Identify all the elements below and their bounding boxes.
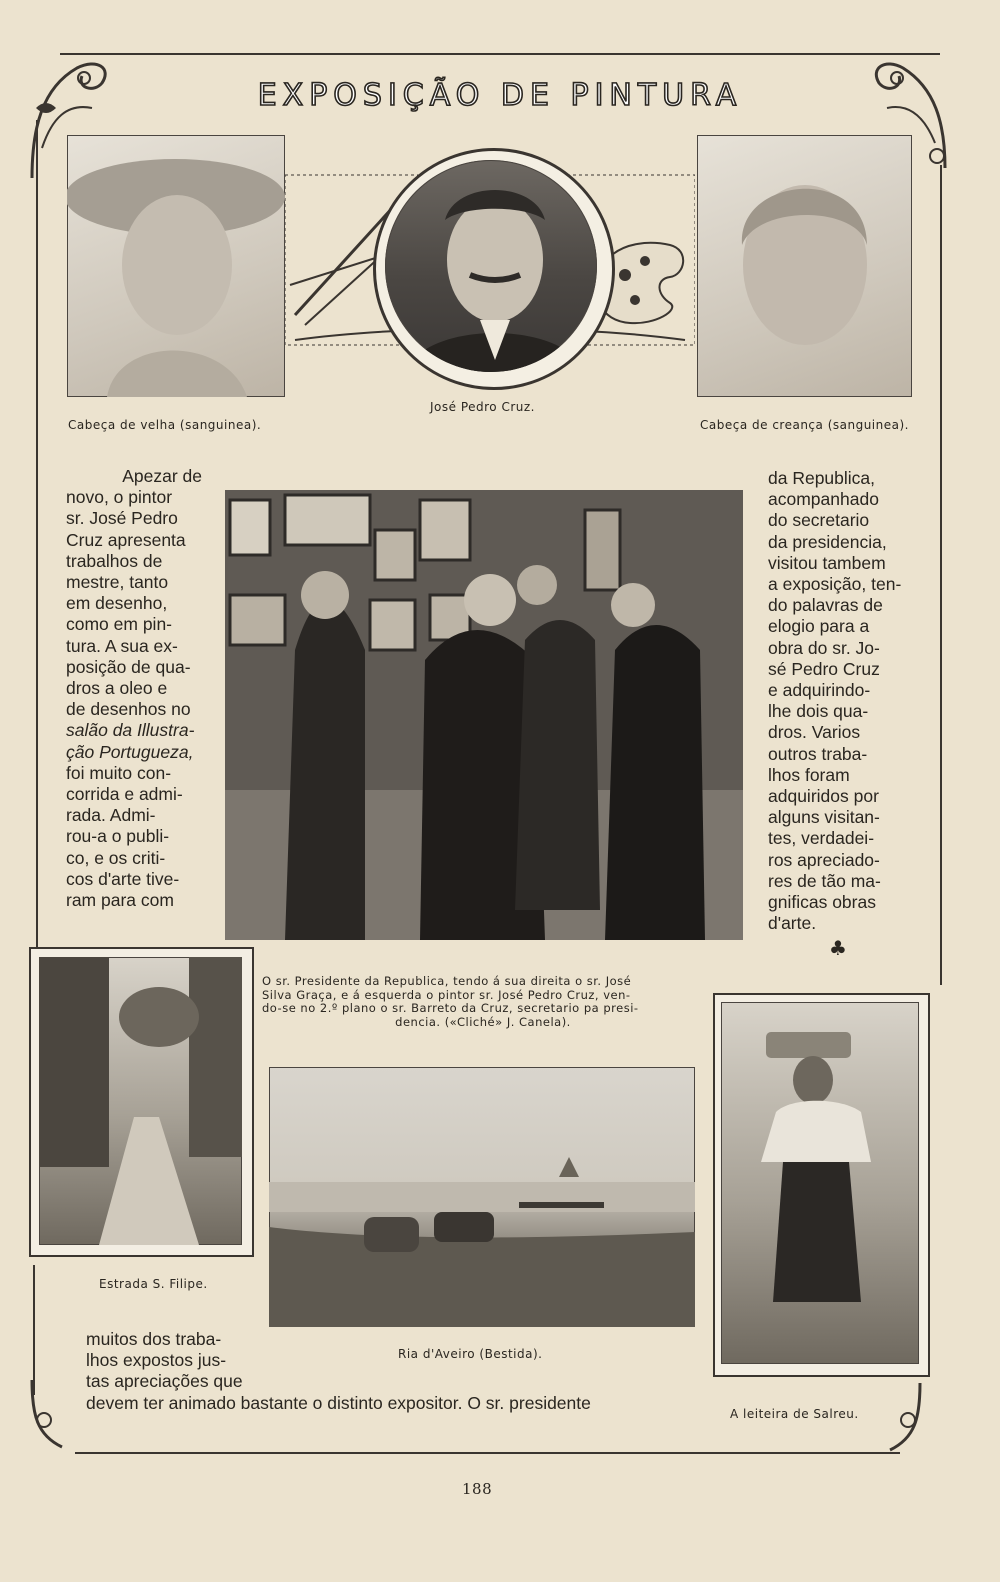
text-line: como em pin- [66,614,173,635]
text-line: corrida e admi- [66,784,183,805]
frame-right-rule [940,165,942,985]
text-line: e adquirindo- [768,680,871,701]
photo-group-exhibition [225,490,743,940]
text-line: posição de qua- [66,656,191,677]
text-line: lhos foram [768,764,850,785]
text-line: da presidencia, [768,531,887,552]
text-line: da Republica, [768,468,876,488]
text-line: em desenho, [66,593,168,614]
caption-cabeca-velha: Cabeça de velha (sanguinea). [68,418,262,432]
text-line: ção Portugueza, [66,741,194,762]
text-line: devem ter animado bastante o distinto expositor. O sr. presidente [86,1392,591,1413]
photo-estrada-s-filipe [39,957,242,1245]
text-line: do secretario [768,510,870,531]
frame-bottom-rule [75,1452,900,1454]
text-line: rou-a o publi- [66,826,170,847]
text-line: dros. Varios [768,722,861,743]
text-line: mestre, tanto [66,572,169,593]
text-line: de desenhos no [66,699,191,720]
caption-line: do-se no 2.º plano o sr. Barreto da Cruz, secretario pa presi- [262,1001,639,1015]
caption-group-photo [262,975,704,1029]
text-line: visitou tambem [768,552,886,573]
text-line: Cruz apresenta [66,529,186,550]
photo-cabeca-creanca [697,135,912,397]
text-line: elogio para a [768,616,870,637]
caption-line: dencia. («Cliché» J. Canela). [395,1014,571,1029]
text-line: ros apreciado- [768,849,880,870]
page-number: 188 [462,1480,493,1498]
text-line: gnificas obras [768,892,876,913]
frame-top-rule [60,53,940,55]
text-line: salão da Illustra- [66,720,195,741]
text-line: novo, o pintor [66,487,173,508]
caption-leiteira: A leiteira de Salreu. [730,1407,859,1421]
scroll-ornament-icon [880,1378,930,1458]
text-line: co, e os criti- [66,847,166,868]
text-line: acompanhado [768,489,879,510]
caption-cabeca-creanca: Cabeça de creança (sanguinea). [700,418,909,432]
text-line: lhos expostos jus- [86,1350,227,1371]
photo-ria-aveiro [269,1067,695,1327]
caption-ria-aveiro: Ria d'Aveiro (Bestida). [398,1347,543,1361]
text-line: ram para com [66,890,174,911]
scroll-ornament-icon [22,1375,72,1455]
text-line: sé Pedro Cruz [768,658,880,679]
text-line: tes, verdadei- [768,828,875,849]
text-line: tura. A sua ex- [66,635,178,656]
page-title: EXPOSIÇÃO DE PINTURA [257,78,743,113]
caption-estrada: Estrada S. Filipe. [99,1277,208,1291]
text-line: a exposição, ten- [768,574,902,595]
text-line: res de tão ma- [768,870,881,891]
text-line: rada. Admi- [66,805,156,826]
photo-cabeca-velha [67,135,285,397]
caption-line: Silva Graça, e á esquerda o pintor sr. José Pedro Cruz, ven- [262,987,631,1002]
text-line: obra do sr. Jo- [768,637,880,658]
text-line: tas apreciações que [86,1371,243,1392]
article-left-column [66,466,202,911]
text-line: lhe dois qua- [768,701,869,722]
text-line: do palavras de [768,595,883,616]
caption-jose-pedro-cruz: José Pedro Cruz. [430,400,535,414]
text-line: sr. José Pedro [66,508,178,529]
text-line: outros traba- [768,743,868,764]
frame-left-rule [36,120,38,950]
text-line: trabalhos de [66,550,163,571]
old-woman-sketch-icon [67,135,285,397]
text-line: muitos dos traba- [86,1329,222,1349]
photo-leiteira-salreu [721,1002,919,1364]
text-line: d'arte. [768,913,817,934]
article-right-column [768,468,906,934]
text-line: adquiridos por [768,786,879,807]
club-icon: ♣ [829,936,847,960]
text-line: alguns visitan- [768,807,880,828]
child-sketch-icon [697,135,912,397]
text-line: Apezar de [122,466,202,486]
text-line: dros a oleo e [66,678,168,699]
caption-line: O sr. Presidente da Republica, tendo á sua direita o sr. José [262,974,632,988]
photo-jose-pedro-cruz [385,160,597,372]
article-bottom-text [86,1329,686,1414]
text-line: foi muito con- [66,762,172,783]
text-line: cos d'arte tive- [66,868,180,889]
